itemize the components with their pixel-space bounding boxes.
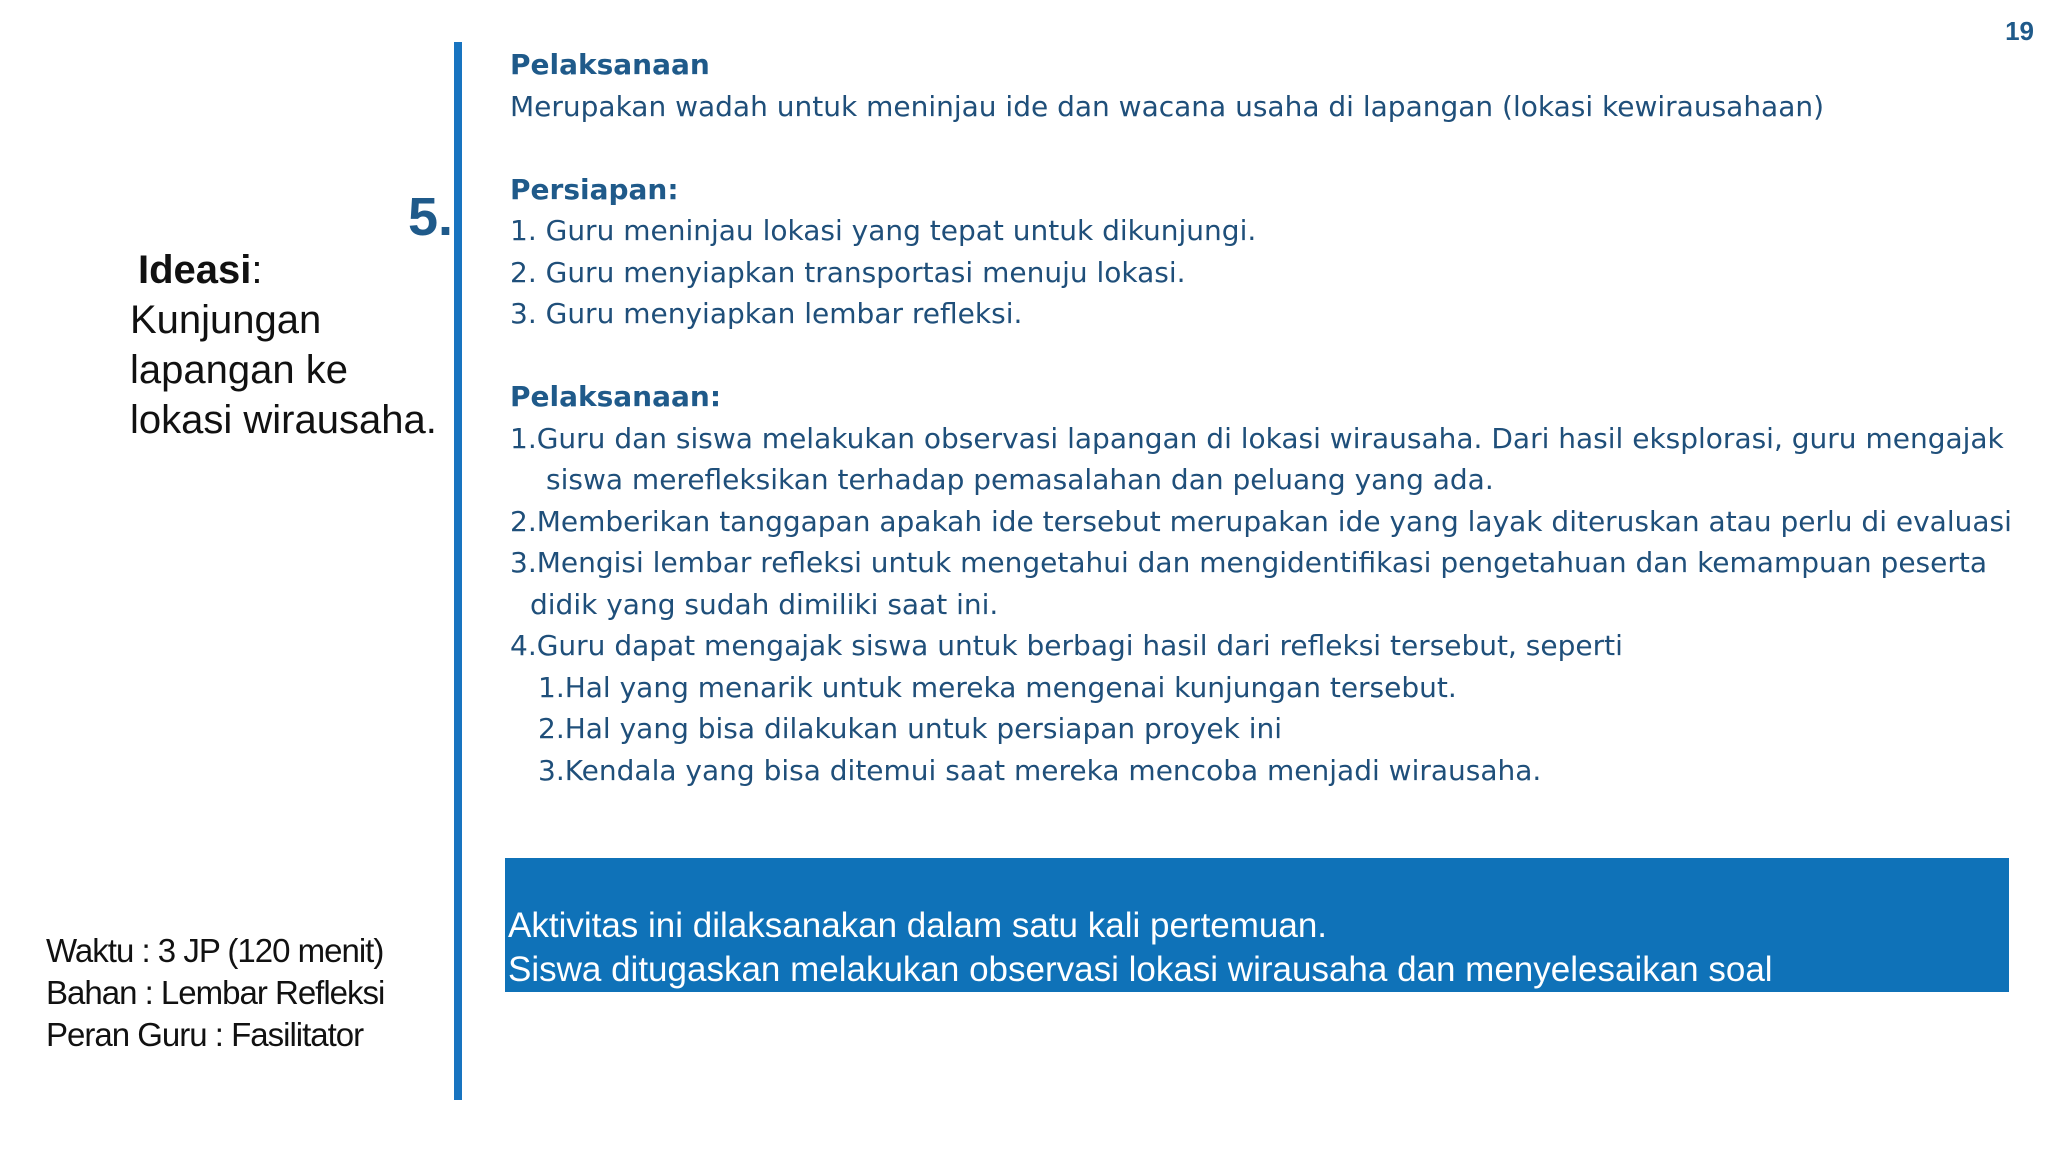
- pelaksanaan-subitem: 3.Kendala yang bisa ditemui saat mereka mencoba menjadi wirausaha.: [538, 753, 1542, 787]
- summary-banner-line: Siswa ditugaskan melakukan observasi lokasi wirausaha dan menyelesaikan soal: [508, 950, 1773, 989]
- pelaksanaan-item: 3.Mengisi lembar refleksi untuk mengetahui dan mengidentifikasi pengetahuan dan kemampuan peserta: [510, 546, 1988, 579]
- intro-text: Merupakan wadah untuk meninjau ide dan wacana usaha di lapangan (lokasi kewirausahaan): [510, 89, 1825, 123]
- persiapan-item: 1. Guru meninjau lokasi yang tepat untuk dikunjungi.: [510, 214, 1257, 247]
- left-title-block: [130, 245, 450, 445]
- meta-materials: Bahan : Lembar Refleksi: [46, 974, 385, 1011]
- persiapan-item: 2. Guru menyiapkan transportasi menuju lokasi.: [510, 255, 1186, 289]
- pelaksanaan-subitem: 2.Hal yang bisa dilakukan untuk persiapan proyek ini: [538, 712, 1283, 745]
- pelaksanaan-heading: Pelaksanaan:: [510, 380, 722, 413]
- activity-subtitle-line: lokasi wirausaha.: [130, 398, 437, 442]
- pelaksanaan-item: 2.Memberikan tanggapan apakah ide tersebut merupakan ide yang layak diteruskan atau perlu di evaluasi: [510, 504, 2012, 538]
- summary-banner: [505, 858, 2009, 992]
- section-number: 5.: [408, 187, 454, 247]
- persiapan-heading: Persiapan:: [510, 172, 679, 206]
- activity-meta: [46, 930, 384, 1056]
- meta-teacher-role: Peran Guru : Fasilitator: [46, 1016, 364, 1053]
- pelaksanaan-item-continuation: siswa merefleksikan terhadap pemasalahan dan peluang yang ada.: [546, 463, 1494, 496]
- page-number: 19: [2005, 16, 2034, 46]
- persiapan-item: 3. Guru menyiapkan lembar refleksi.: [510, 297, 1023, 330]
- summary-banner-line: Aktivitas ini dilaksanakan dalam satu kali pertemuan.: [508, 906, 1328, 945]
- spacer: [510, 335, 1990, 377]
- meta-time: Waktu : 3 JP (120 menit): [46, 932, 384, 969]
- vertical-divider: [454, 42, 462, 1100]
- activity-title-bold: Ideasi: [138, 248, 252, 292]
- activity-title-colon: :: [251, 248, 263, 292]
- pelaksanaan-item: 1.Guru dan siswa melakukan observasi lapangan di lokasi wirausaha. Dari hasil eksplorasi, guru mengajak: [510, 421, 2004, 455]
- intro-heading: Pelaksanaan: [510, 48, 710, 81]
- main-content: [510, 44, 2012, 791]
- activity-subtitle-line: Kunjungan: [130, 298, 322, 342]
- pelaksanaan-item-continuation: didik yang sudah dimiliki saat ini.: [530, 587, 999, 621]
- activity-title: [130, 245, 450, 295]
- pelaksanaan-item: 4.Guru dapat mengajak siswa untuk berbagi hasil dari refleksi tersebut, seperti: [510, 629, 1623, 662]
- activity-subtitle-line: lapangan ke: [130, 348, 348, 392]
- pelaksanaan-subitem: 1.Hal yang menarik untuk mereka mengenai kunjungan tersebut.: [538, 670, 1457, 704]
- spacer: [510, 127, 1990, 169]
